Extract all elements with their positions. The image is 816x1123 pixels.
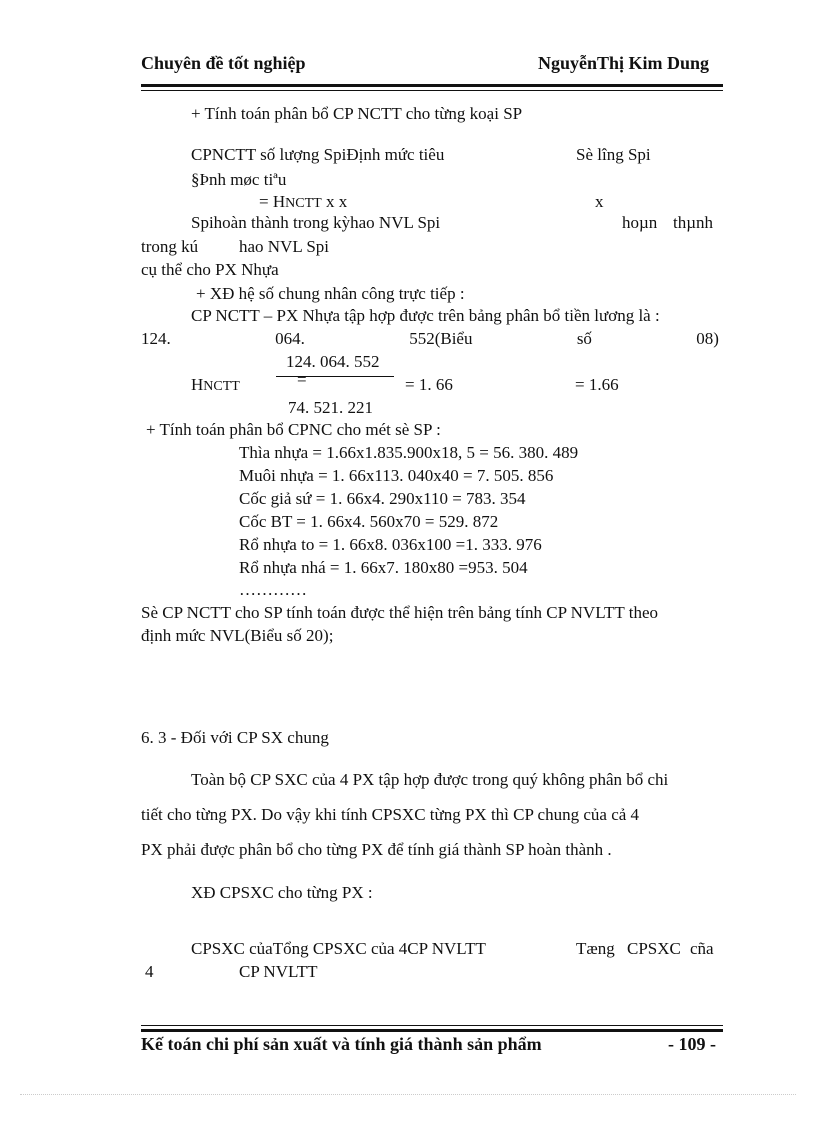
header-rule-thin [141,90,723,91]
section-heading: 6. 3 - Đối với CP SX chung [141,728,329,747]
page-number: - 109 - [668,1034,716,1054]
footer-rule-thin [141,1025,723,1026]
item-line: Cốc BT = 1. 66x4. 560x70 = 529. 872 [239,512,499,531]
formula-line-1a: CPNCTT số lượng SpiĐịnh mức tiêu [191,145,445,164]
item-line: Rổ nhựa to = 1. 66x8. 036x100 =1. 333. 976 [239,535,542,554]
formula-line-3-x: x [595,192,604,211]
header-rule-thick [141,84,723,87]
item-line: ………… [239,580,307,599]
fraction-numerator: 124. 064. 552 [286,352,380,371]
formula-line-1b: Sè lîng Spi [576,145,651,164]
header-left: Chuyên đề tốt nghiệp [141,53,306,73]
formula-line-6: cụ thể cho PX Nhựa [141,260,279,279]
sxc-formula-1b: Tæng [576,939,615,958]
paragraph-line: PX phải được phân bổ cho từng PX để tính giá thành SP hoàn thành . [141,840,612,859]
fraction-h: HNCTT [191,375,240,394]
formula-line-4c: thµnh [673,213,714,232]
allocation-heading: + Tính toán phân bổ CPNC cho mét sè SP : [146,420,441,439]
sxc-formula-1d: cña [690,939,714,958]
item-line: Rổ nhựa nhá = 1. 66x7. 180x80 =953. 504 [239,558,528,577]
summary-line-1: Sè CP NCTT cho SP tính toán được thể hiện trên bảng tính CP NVLTT theo [141,603,659,622]
summary-line-2: định mức NVL(Biểu số 20); [141,626,334,645]
coefficient-heading: + XĐ hệ số chung nhân công trực tiếp : [196,284,465,303]
header-right: NguyễnThị Kim Dung [538,53,710,73]
line-allocation-intro: + Tính toán phân bổ CP NCTT cho từng koại SP [191,104,523,123]
formula-line-4b: hoµn [622,213,658,232]
item-line: Cốc giả sứ = 1. 66x4. 290x110 = 783. 354 [239,489,526,508]
formula-line-2: §Þnh møc tiªu [191,170,287,189]
sxc-formula-1a: CPSXC củaTổng CPSXC của 4CP NVLTT [191,939,486,958]
formula-line-5a: trong kú [141,237,199,256]
fraction-result-2: = 1.66 [575,375,619,394]
footer-rule-thick [141,1029,723,1032]
sxc-heading: XĐ CPSXC cho từng PX : [191,883,373,902]
formula-line-5b: hao NVL Spi [239,237,330,256]
fraction-bar [276,376,394,377]
fraction-eq: = [297,370,307,389]
sxc-formula-2a: 4 [145,962,154,981]
item-line: Muôi nhựa = 1. 66x113. 040x40 = 7. 505. 856 [239,466,554,485]
sxc-formula-1c: CPSXC [627,939,681,958]
payroll-amount-row: 124. 064. 552(Biểu số 08) [141,329,719,348]
fraction-denominator: 74. 521. 221 [288,398,373,417]
formula-line-4a: Spihoàn thành trong kỳhao NVL Spi [191,213,441,232]
paragraph-line: tiết cho từng PX. Do vậy khi tính CPSXC từng PX thì CP chung của cả 4 [141,805,640,824]
paragraph-line: Toàn bộ CP SXC của 4 PX tập hợp được trong quý không phân bổ chi [191,770,669,789]
page-edge-dots [20,1094,796,1095]
footer-title: Kế toán chi phí sản xuất và tính giá thành sản phẩm [141,1034,542,1054]
sxc-formula-2b: CP NVLTT [239,962,318,981]
item-line: Thìa nhựa = 1.66x1.835.900x18, 5 = 56. 380. 489 [239,443,579,462]
formula-line-3: = HNCTT x x [259,192,348,211]
payroll-line: CP NCTT – PX Nhựa tập hợp được trên bảng phân bổ tiền lương là : [191,306,660,325]
fraction-result-1: = 1. 66 [405,375,453,394]
